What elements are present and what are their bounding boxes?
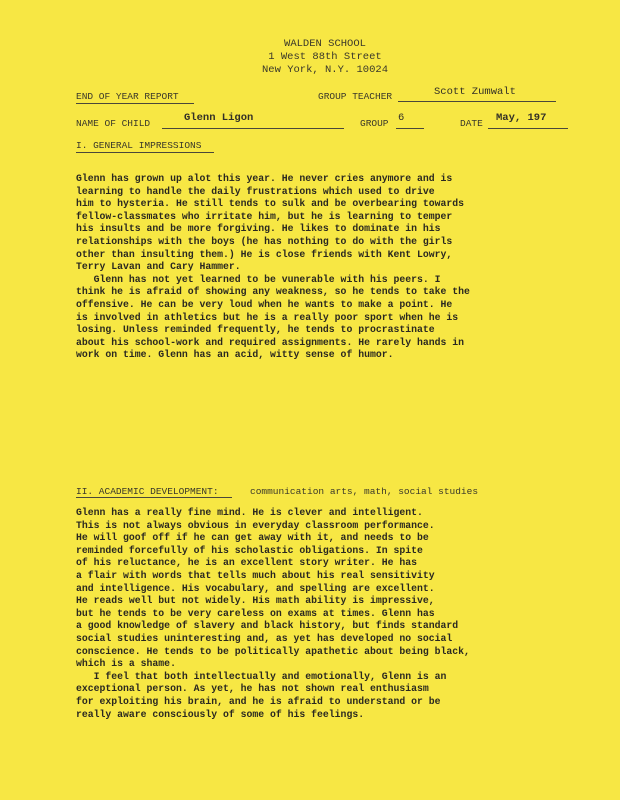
- text-line: He will goof off if he can get away with it, and needs to be: [76, 532, 429, 544]
- group-value: 6: [398, 112, 405, 124]
- group-teacher-value: Scott Zumwalt: [434, 86, 516, 98]
- text-line: conscience. He tends to be politically apathetic about being black,: [76, 645, 470, 657]
- text-line: other than insulting them.) He is close friends with Kent Lowry,: [76, 248, 453, 260]
- text-line: reminded forcefully of his scholastic obligations. In spite: [76, 544, 423, 556]
- text-line: Glenn has grown up alot this year. He never cries anymore and is: [76, 173, 453, 184]
- text-line: a flair with words that tells much about his real sensitivity: [76, 569, 435, 581]
- text-line: of his reluctance, he is an excellent story writer. He has: [76, 557, 417, 569]
- text-line: offensive. He can be very loud when he wants to make a point. He: [76, 298, 453, 310]
- academic-development-text: [76, 507, 576, 721]
- group-label: GROUP: [360, 118, 389, 129]
- date-line: [488, 128, 568, 129]
- general-impressions-text: [76, 173, 576, 362]
- date-value: May, 197: [496, 112, 547, 124]
- group-teacher-label: GROUP TEACHER: [318, 91, 393, 102]
- section-academic-development-heading: II. ACADEMIC DEVELOPMENT:: [76, 486, 219, 497]
- report-type-underline: [76, 103, 194, 104]
- text-line: relationships with the boys (he has nothing to do with the girls: [76, 235, 453, 247]
- text-line: his insults and be more forgiving. He likes to dominate in his: [76, 223, 441, 235]
- section-academic-development-rule: [76, 497, 232, 498]
- date-label: DATE: [460, 118, 483, 129]
- section-general-impressions-rule: [76, 152, 214, 153]
- text-line: This is not always obvious in everyday classroom performance.: [76, 519, 435, 531]
- child-name-value: Glenn Ligon: [184, 112, 254, 124]
- school-address-line-1: 1 West 88th Street: [268, 51, 382, 63]
- group-teacher-line: [398, 101, 556, 102]
- text-line: Glenn has not yet learned to be vunerable with his peers. I: [76, 273, 441, 285]
- text-line: Terry Lavan and Cary Hammer.: [76, 261, 241, 273]
- letterhead: [0, 38, 620, 77]
- text-line: Glenn has a really fine mind. He is clever and intelligent.: [76, 507, 423, 518]
- text-line: learning to handle the daily frustrations which used to drive: [76, 185, 435, 197]
- section-academic-development-subheading: communication arts, math, social studies: [250, 486, 479, 497]
- text-line: think he is afraid of showing any weakness, so he tends to take the: [76, 286, 470, 298]
- text-line: losing. Unless reminded frequently, he tends to procrastinate: [76, 324, 435, 336]
- text-line: social studies uninteresting and, as yet has developed no social: [76, 632, 453, 644]
- text-line: but he tends to be very careless on exams at times. Glenn has: [76, 607, 435, 619]
- section-general-impressions-heading: I. GENERAL IMPRESSIONS: [76, 140, 202, 151]
- text-line: which is a shame.: [76, 658, 176, 670]
- text-line: for exploiting his brain, and he is afraid to understand or be: [76, 695, 441, 707]
- child-name-line: [162, 128, 344, 129]
- text-line: He reads well but not widely. His math ability is impressive,: [76, 595, 435, 607]
- group-line: [396, 128, 424, 129]
- report-type-label: END OF YEAR REPORT: [76, 91, 179, 102]
- text-line: him to hysteria. He still tends to sulk and be overbearing towards: [76, 198, 465, 210]
- text-line: fellow-classmates who irritate him, but he is learning to temper: [76, 210, 453, 222]
- text-line: and intelligence. His vocabulary, and spelling are excellent.: [76, 582, 435, 594]
- text-line: really aware consciously of some of his feelings.: [76, 708, 365, 720]
- text-line: I feel that both intellectually and emotionally, Glenn is an: [76, 670, 447, 682]
- text-line: work on time. Glenn has an acid, witty sense of humor.: [76, 349, 394, 361]
- school-name: WALDEN SCHOOL: [284, 38, 366, 50]
- text-line: exceptional person. As yet, he has not shown real enthusiasm: [76, 683, 429, 695]
- child-name-label: NAME OF CHILD: [76, 118, 151, 129]
- school-address-line-2: New York, N.Y. 10024: [261, 64, 389, 76]
- text-line: about his school-work and required assignments. He rarely hands in: [76, 336, 465, 348]
- text-line: a good knowledge of slavery and black history, but finds standard: [76, 620, 459, 632]
- text-line: is involved in athletics but he is a really poor sport when he is: [76, 311, 459, 323]
